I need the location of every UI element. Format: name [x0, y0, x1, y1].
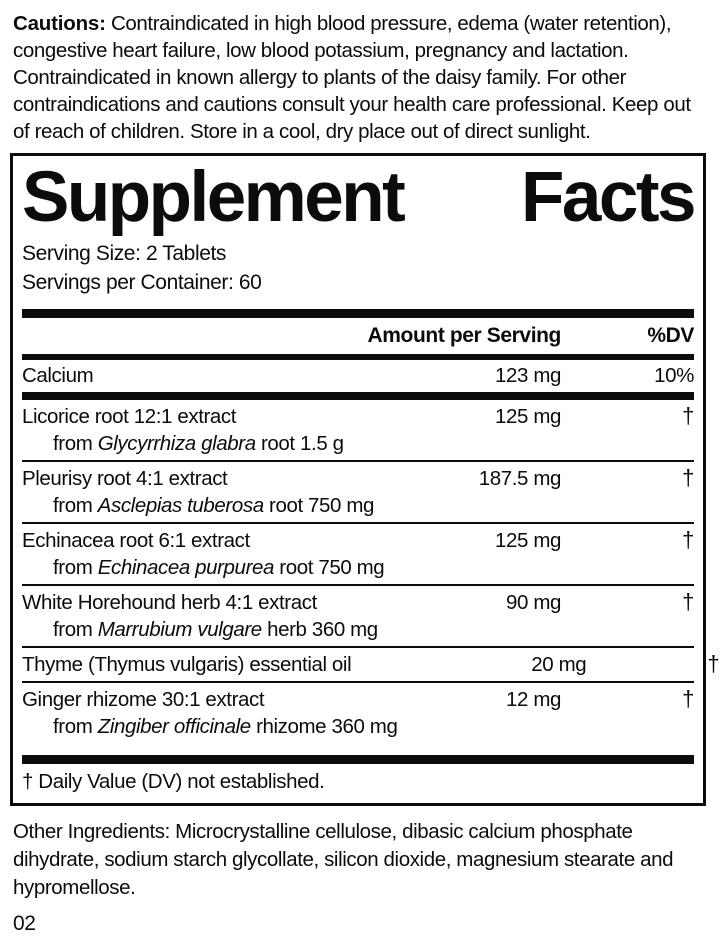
supplement-facts-panel	[10, 153, 720, 806]
nutrient-dv: †	[682, 464, 694, 490]
species-name: Echinacea purpurea	[97, 555, 274, 579]
divider-thick-top	[22, 309, 694, 318]
table-row-echinacea	[22, 524, 694, 584]
dv-footnote: † Daily Value (DV) not established.	[22, 769, 325, 793]
nutrient-dv: †	[682, 588, 694, 614]
divider-thick-bottom	[22, 755, 694, 764]
species-name: Asclepias tuberosa	[97, 493, 264, 517]
header-amount-per-serving: Amount per Serving	[367, 323, 561, 347]
nutrient-name: Echinacea root 6:1 extract	[22, 528, 250, 552]
nutrient-source: from Marrubium vulgare herb 360 mg	[53, 617, 378, 641]
species-name: Zingiber officinale	[97, 714, 251, 738]
divider-thick-calcium	[22, 392, 694, 400]
cautions-paragraph	[13, 10, 704, 145]
nutrient-amount: 123 mg	[495, 363, 561, 387]
nutrient-name: Pleurisy root 4:1 extract	[22, 466, 228, 490]
title-word-facts: Facts	[521, 158, 694, 237]
nutrient-name: Thyme (Thymus vulgaris) essential oil	[22, 652, 352, 676]
nutrient-source: from Asclepias tuberosa root 750 mg	[53, 493, 375, 517]
nutrient-dv: †	[682, 685, 694, 711]
nutrient-amount: 125 mg	[495, 528, 561, 552]
header-percent-dv: %DV	[647, 323, 694, 347]
nutrient-amount: 125 mg	[495, 404, 561, 428]
nutrient-amount: 12 mg	[506, 687, 561, 711]
nutrient-source: from Echinacea purpurea root 750 mg	[53, 555, 385, 579]
table-row-ginger	[22, 683, 694, 743]
table-row-white-horehound	[22, 586, 694, 646]
nutrient-name: Calcium	[22, 363, 94, 387]
serving-size: Serving Size: 2 Tablets	[22, 241, 227, 265]
nutrient-amount: 187.5 mg	[478, 466, 561, 490]
nutrient-name: Licorice root 12:1 extract	[22, 404, 237, 428]
nutrient-amount: 20 mg	[531, 652, 587, 676]
page-number: 02	[13, 911, 36, 935]
table-row-licorice	[22, 400, 694, 460]
title-word-supplement: Supplement	[22, 158, 404, 237]
nutrient-dv: †	[707, 650, 720, 676]
supplement-facts-title	[22, 158, 694, 237]
other-ingredients-paragraph: Other Ingredients: Microcrystalline cellulose, dibasic calcium phosphate dihydrate, sodium starch glycollate, silicon dioxide, magnesium stearate and hypromellose.	[13, 819, 674, 899]
cautions-text: Contraindicated in high blood pressure, edema (water retention), congestive heart failure, low blood potassium, pregnancy and lactation. Contraindicated in known allergy to plants of the daisy family. For other contraindications and cautions consult your health care professional. Keep out of reach of children. Store in a cool, dry place out of direct sunlight.	[13, 12, 691, 143]
servings-per-container: Servings per Container: 60	[22, 270, 262, 294]
nutrient-dv: †	[682, 526, 694, 552]
cautions-label: Cautions:	[13, 12, 106, 35]
table-header-row	[22, 318, 694, 354]
species-name: Marrubium vulgare	[97, 617, 262, 641]
nutrient-dv: †	[682, 402, 694, 428]
table-row-calcium	[22, 360, 694, 392]
nutrient-source: from Glycyrrhiza glabra root 1.5 g	[53, 431, 344, 455]
table-row-thyme	[22, 648, 720, 681]
table-row-pleurisy	[22, 462, 694, 522]
species-name: Glycyrrhiza glabra	[97, 431, 256, 455]
nutrient-source: from Zingiber officinale rhizome 360 mg	[53, 714, 398, 738]
nutrient-name: White Horehound herb 4:1 extract	[22, 590, 317, 614]
nutrient-name: Ginger rhizome 30:1 extract	[22, 687, 265, 711]
nutrient-dv: 10%	[654, 363, 694, 387]
nutrient-amount: 90 mg	[506, 590, 561, 614]
